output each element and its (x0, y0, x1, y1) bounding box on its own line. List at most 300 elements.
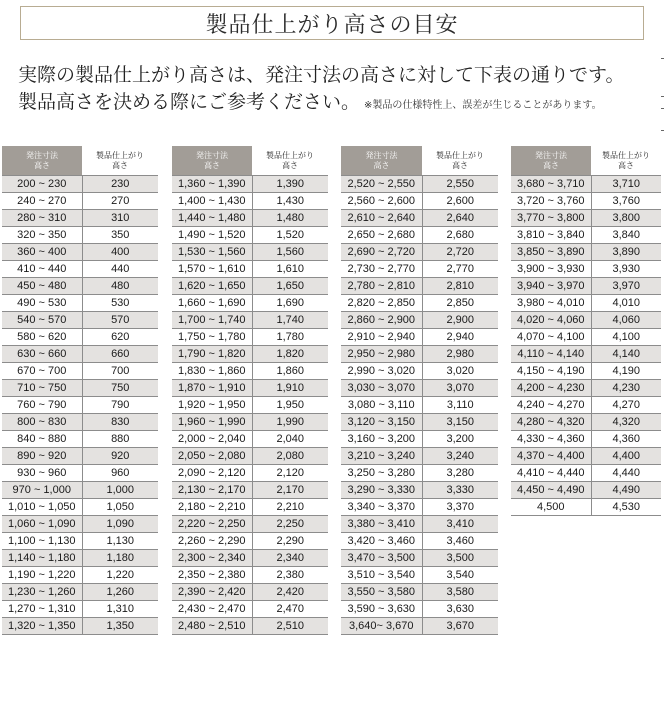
table-row (2, 618, 158, 635)
order-height-range: 4,280 ~ 4,320 (511, 414, 591, 431)
product-height-value: 3,930 (591, 261, 661, 278)
table-row (511, 448, 661, 465)
table-row (341, 176, 498, 193)
edge-mark (661, 108, 664, 109)
header-product-height-label: 製品仕上がり 高さ (96, 150, 144, 170)
table-row (341, 363, 498, 380)
product-height-value: 2,940 (422, 329, 498, 346)
product-height-value: 310 (82, 210, 158, 227)
order-height-range: 3,210 ~ 3,240 (341, 448, 422, 465)
product-height-value: 570 (82, 312, 158, 329)
order-height-range: 200 ~ 230 (2, 176, 82, 193)
order-height-range: 3,290 ~ 3,330 (341, 482, 422, 499)
product-height-value: 1,220 (82, 567, 158, 584)
order-height-range: 3,250 ~ 3,280 (341, 465, 422, 482)
order-height-range: 3,080 ~ 3,110 (341, 397, 422, 414)
order-height-range: 2,950 ~ 2,980 (341, 346, 422, 363)
table-row (511, 193, 661, 210)
product-height-value: 1,650 (252, 278, 328, 295)
table-row (511, 380, 661, 397)
table-row (511, 278, 661, 295)
table-row (2, 414, 158, 431)
order-height-range: 4,450 ~ 4,490 (511, 482, 591, 499)
table-row (2, 601, 158, 618)
order-height-range: 1,010 ~ 1,050 (2, 499, 82, 516)
table-row (341, 499, 498, 516)
table-row (2, 193, 158, 210)
product-height-value: 2,720 (422, 244, 498, 261)
product-height-value: 2,600 (422, 193, 498, 210)
order-height-range: 3,720 ~ 3,760 (511, 193, 591, 210)
product-height-value: 1,560 (252, 244, 328, 261)
table-row (172, 346, 328, 363)
product-height-value: 2,210 (252, 499, 328, 516)
order-height-range: 3,900 ~ 3,930 (511, 261, 591, 278)
table-row (2, 261, 158, 278)
product-height-value: 4,530 (591, 499, 661, 516)
intro-text (18, 62, 666, 119)
table-row (172, 618, 328, 635)
product-height-value: 4,010 (591, 295, 661, 312)
product-height-value: 4,230 (591, 380, 661, 397)
order-height-range: 540 ~ 570 (2, 312, 82, 329)
product-height-value: 1,820 (252, 346, 328, 363)
order-height-range: 1,750 ~ 1,780 (172, 329, 252, 346)
order-height-range: 2,480 ~ 2,510 (172, 618, 252, 635)
table-row (511, 244, 661, 261)
product-height-value: 2,250 (252, 516, 328, 533)
order-height-range: 1,660 ~ 1,690 (172, 295, 252, 312)
table-row (341, 431, 498, 448)
order-height-range: 1,830 ~ 1,860 (172, 363, 252, 380)
order-height-range: 2,220 ~ 2,250 (172, 516, 252, 533)
order-height-range: 3,640~ 3,670 (341, 618, 422, 635)
table-row (341, 261, 498, 278)
order-height-range: 1,870 ~ 1,910 (172, 380, 252, 397)
order-height-range: 1,570 ~ 1,610 (172, 261, 252, 278)
order-height-range: 2,130 ~ 2,170 (172, 482, 252, 499)
order-height-range: 3,030 ~ 3,070 (341, 380, 422, 397)
header-order-height (2, 146, 82, 176)
order-height-range: 2,910 ~ 2,940 (341, 329, 422, 346)
product-height-value: 1,910 (252, 380, 328, 397)
product-height-value: 4,190 (591, 363, 661, 380)
product-height-value: 3,020 (422, 363, 498, 380)
product-height-value: 2,340 (252, 550, 328, 567)
order-height-range: 450 ~ 480 (2, 278, 82, 295)
table-row (341, 550, 498, 567)
product-height-value: 1,950 (252, 397, 328, 414)
product-height-value: 1,130 (82, 533, 158, 550)
product-height-value: 4,490 (591, 482, 661, 499)
table-row (172, 176, 328, 193)
table-row (2, 329, 158, 346)
order-height-range: 2,860 ~ 2,900 (341, 312, 422, 329)
product-height-value: 3,460 (422, 533, 498, 550)
order-height-range: 2,820 ~ 2,850 (341, 295, 422, 312)
table-row (2, 567, 158, 584)
product-height-value: 2,080 (252, 448, 328, 465)
table-row (341, 516, 498, 533)
header-order-height (172, 146, 252, 176)
product-height-value: 3,200 (422, 431, 498, 448)
order-height-range: 1,700 ~ 1,740 (172, 312, 252, 329)
table-row (341, 210, 498, 227)
product-height-value: 2,810 (422, 278, 498, 295)
order-height-range: 930 ~ 960 (2, 465, 82, 482)
product-height-value: 1,050 (82, 499, 158, 516)
table-row (2, 584, 158, 601)
order-height-range: 410 ~ 440 (2, 261, 82, 278)
table-row (341, 193, 498, 210)
product-height-value: 750 (82, 380, 158, 397)
order-height-range: 3,770 ~ 3,800 (511, 210, 591, 227)
table-row (341, 295, 498, 312)
table-row (2, 227, 158, 244)
intro-line-2 (18, 89, 666, 119)
product-height-value: 2,040 (252, 431, 328, 448)
table-row (172, 448, 328, 465)
table-row (172, 482, 328, 499)
product-height-value: 960 (82, 465, 158, 482)
table-row (172, 278, 328, 295)
product-height-value: 4,140 (591, 346, 661, 363)
table-row (341, 533, 498, 550)
product-height-value: 3,760 (591, 193, 661, 210)
table-row (341, 584, 498, 601)
order-height-range: 4,150 ~ 4,190 (511, 363, 591, 380)
table-row (172, 244, 328, 261)
product-height-value: 1,390 (252, 176, 328, 193)
order-height-range: 4,500 (511, 499, 591, 516)
table-row (511, 499, 661, 516)
header-order-height (511, 146, 591, 176)
product-height-value: 1,000 (82, 482, 158, 499)
product-height-value: 3,150 (422, 414, 498, 431)
table-row (511, 431, 661, 448)
table-row (341, 618, 498, 635)
table-row (511, 312, 661, 329)
order-height-range: 670 ~ 700 (2, 363, 82, 380)
header-product-height (422, 146, 498, 176)
product-height-value: 4,360 (591, 431, 661, 448)
table-row (341, 346, 498, 363)
order-height-range: 4,330 ~ 4,360 (511, 431, 591, 448)
product-height-value: 700 (82, 363, 158, 380)
product-height-value: 1,860 (252, 363, 328, 380)
product-height-value: 3,330 (422, 482, 498, 499)
edge-mark (661, 96, 664, 97)
order-height-range: 4,370 ~ 4,400 (511, 448, 591, 465)
product-height-value: 350 (82, 227, 158, 244)
product-height-value: 1,430 (252, 193, 328, 210)
table-row (2, 380, 158, 397)
table-row (172, 567, 328, 584)
table-row (341, 244, 498, 261)
table-row (172, 516, 328, 533)
product-height-value: 3,890 (591, 244, 661, 261)
product-height-value: 1,180 (82, 550, 158, 567)
order-height-range: 4,070 ~ 4,100 (511, 329, 591, 346)
table-row (511, 397, 661, 414)
product-height-value: 1,780 (252, 329, 328, 346)
table-row (2, 176, 158, 193)
table-row (2, 346, 158, 363)
order-height-range: 3,380 ~ 3,410 (341, 516, 422, 533)
table-row (341, 482, 498, 499)
order-height-range: 2,350 ~ 2,380 (172, 567, 252, 584)
product-height-value: 2,170 (252, 482, 328, 499)
order-height-range: 3,420 ~ 3,460 (341, 533, 422, 550)
product-height-value: 880 (82, 431, 158, 448)
product-height-value: 1,350 (82, 618, 158, 635)
order-height-range: 1,100 ~ 1,130 (2, 533, 82, 550)
product-height-value: 3,240 (422, 448, 498, 465)
order-height-range: 2,520 ~ 2,550 (341, 176, 422, 193)
order-height-range: 2,990 ~ 3,020 (341, 363, 422, 380)
product-height-value: 4,320 (591, 414, 661, 431)
table-row (2, 448, 158, 465)
intro-line-1: 実際の製品仕上がり高さは、発注寸法の高さに対して下表の通りです。 (18, 64, 625, 86)
order-height-range: 2,780 ~ 2,810 (341, 278, 422, 295)
product-height-value: 3,670 (422, 618, 498, 635)
product-height-value: 2,380 (252, 567, 328, 584)
order-height-range: 840 ~ 880 (2, 431, 82, 448)
product-height-value: 400 (82, 244, 158, 261)
table-row (341, 601, 498, 618)
order-height-range: 1,060 ~ 1,090 (2, 516, 82, 533)
order-height-range: 2,650 ~ 2,680 (341, 227, 422, 244)
order-height-range: 3,470 ~ 3,500 (341, 550, 422, 567)
table-row (511, 363, 661, 380)
order-height-range: 1,230 ~ 1,260 (2, 584, 82, 601)
product-height-value: 2,980 (422, 346, 498, 363)
table-row (2, 278, 158, 295)
order-height-range: 3,680 ~ 3,710 (511, 176, 591, 193)
header-product-height (591, 146, 661, 176)
order-height-range: 800 ~ 830 (2, 414, 82, 431)
table-row (2, 465, 158, 482)
product-height-value: 3,840 (591, 227, 661, 244)
order-height-range: 320 ~ 350 (2, 227, 82, 244)
order-height-range: 2,260 ~ 2,290 (172, 533, 252, 550)
table-row (172, 414, 328, 431)
product-height-value: 3,540 (422, 567, 498, 584)
table-row (2, 516, 158, 533)
header-order-height-label: 発注寸法 高さ (196, 150, 228, 170)
product-height-value: 1,690 (252, 295, 328, 312)
product-height-value: 2,900 (422, 312, 498, 329)
header-order-height (341, 146, 422, 176)
order-height-range: 4,410 ~ 4,440 (511, 465, 591, 482)
order-height-range: 2,610 ~ 2,640 (341, 210, 422, 227)
table-row (2, 431, 158, 448)
height-table-3 (341, 146, 498, 635)
order-height-range: 3,940 ~ 3,970 (511, 278, 591, 295)
table-row (172, 312, 328, 329)
order-height-range: 1,960 ~ 1,990 (172, 414, 252, 431)
order-height-range: 3,850 ~ 3,890 (511, 244, 591, 261)
order-height-range: 1,140 ~ 1,180 (2, 550, 82, 567)
table-row (172, 261, 328, 278)
header-order-height-label: 発注寸法 高さ (26, 150, 58, 170)
table-row (511, 210, 661, 227)
table-row (172, 227, 328, 244)
product-height-value: 830 (82, 414, 158, 431)
product-height-value: 3,970 (591, 278, 661, 295)
order-height-range: 1,530 ~ 1,560 (172, 244, 252, 261)
order-height-range: 1,400 ~ 1,430 (172, 193, 252, 210)
order-height-range: 240 ~ 270 (2, 193, 82, 210)
header-product-height (82, 146, 158, 176)
product-height-value: 3,410 (422, 516, 498, 533)
order-height-range: 1,270 ~ 1,310 (2, 601, 82, 618)
order-height-range: 2,090 ~ 2,120 (172, 465, 252, 482)
order-height-range: 280 ~ 310 (2, 210, 82, 227)
order-height-range: 1,620 ~ 1,650 (172, 278, 252, 295)
order-height-range: 3,510 ~ 3,540 (341, 567, 422, 584)
order-height-range: 4,110 ~ 4,140 (511, 346, 591, 363)
table-row (2, 210, 158, 227)
table-row (511, 346, 661, 363)
table-row (172, 584, 328, 601)
product-height-value: 4,400 (591, 448, 661, 465)
table-row (2, 482, 158, 499)
product-height-value: 440 (82, 261, 158, 278)
intro-line-2-text: 製品高さを決める際にご参考ください。 (18, 91, 361, 113)
table-row (172, 363, 328, 380)
page-title: 製品仕上がり高さの目安 (20, 6, 644, 40)
order-height-range: 2,730 ~ 2,770 (341, 261, 422, 278)
product-height-value: 4,270 (591, 397, 661, 414)
order-height-range: 630 ~ 660 (2, 346, 82, 363)
table-row (172, 465, 328, 482)
product-height-value: 230 (82, 176, 158, 193)
product-height-value: 1,520 (252, 227, 328, 244)
order-height-range: 2,180 ~ 2,210 (172, 499, 252, 516)
table-row (172, 499, 328, 516)
product-height-value: 2,850 (422, 295, 498, 312)
product-height-value: 3,500 (422, 550, 498, 567)
order-height-range: 970 ~ 1,000 (2, 482, 82, 499)
table-row (172, 329, 328, 346)
product-height-value: 1,610 (252, 261, 328, 278)
product-height-value: 3,630 (422, 601, 498, 618)
product-height-value: 2,770 (422, 261, 498, 278)
product-height-value: 790 (82, 397, 158, 414)
table-row (172, 380, 328, 397)
table-row (341, 380, 498, 397)
header-order-height-label: 発注寸法 高さ (365, 150, 398, 170)
table-row (341, 567, 498, 584)
product-height-value: 3,710 (591, 176, 661, 193)
order-height-range: 3,160 ~ 3,200 (341, 431, 422, 448)
table-row (341, 312, 498, 329)
table-row (511, 414, 661, 431)
table-row (2, 397, 158, 414)
product-height-value: 2,120 (252, 465, 328, 482)
order-height-range: 1,190 ~ 1,220 (2, 567, 82, 584)
height-table-2 (172, 146, 328, 635)
order-height-range: 360 ~ 400 (2, 244, 82, 261)
product-height-value: 1,090 (82, 516, 158, 533)
product-height-value: 2,420 (252, 584, 328, 601)
table-row (511, 227, 661, 244)
table-row (2, 363, 158, 380)
product-height-value: 2,470 (252, 601, 328, 618)
product-height-value: 1,480 (252, 210, 328, 227)
product-height-value: 4,440 (591, 465, 661, 482)
product-height-value: 530 (82, 295, 158, 312)
order-height-range: 3,550 ~ 3,580 (341, 584, 422, 601)
product-height-value: 4,060 (591, 312, 661, 329)
header-product-height (252, 146, 328, 176)
order-height-range: 490 ~ 530 (2, 295, 82, 312)
table-row (172, 193, 328, 210)
table-row (511, 482, 661, 499)
product-height-value: 1,740 (252, 312, 328, 329)
product-height-value: 2,680 (422, 227, 498, 244)
height-table-1 (2, 146, 158, 635)
order-height-range: 1,790 ~ 1,820 (172, 346, 252, 363)
table-row (511, 329, 661, 346)
order-height-range: 2,300 ~ 2,340 (172, 550, 252, 567)
height-table-4 (511, 146, 661, 516)
table-row (341, 414, 498, 431)
order-height-range: 2,690 ~ 2,720 (341, 244, 422, 261)
product-height-value: 920 (82, 448, 158, 465)
header-order-height-label: 発注寸法 高さ (535, 150, 567, 170)
table-row (172, 550, 328, 567)
header-product-height-label: 製品仕上がり 高さ (266, 150, 314, 170)
product-height-value: 2,550 (422, 176, 498, 193)
table-row (341, 227, 498, 244)
table-row (2, 499, 158, 516)
product-height-value: 2,510 (252, 618, 328, 635)
product-height-value: 3,370 (422, 499, 498, 516)
product-height-value: 3,580 (422, 584, 498, 601)
product-height-value: 660 (82, 346, 158, 363)
product-height-value: 480 (82, 278, 158, 295)
product-height-value: 3,070 (422, 380, 498, 397)
table-row (511, 465, 661, 482)
table-row (172, 533, 328, 550)
order-height-range: 1,440 ~ 1,480 (172, 210, 252, 227)
product-height-value: 1,990 (252, 414, 328, 431)
order-height-range: 580 ~ 620 (2, 329, 82, 346)
table-row (341, 329, 498, 346)
table-row (511, 295, 661, 312)
table-row (172, 295, 328, 312)
order-height-range: 2,050 ~ 2,080 (172, 448, 252, 465)
edge-mark (661, 58, 664, 59)
order-height-range: 2,390 ~ 2,420 (172, 584, 252, 601)
product-height-value: 2,640 (422, 210, 498, 227)
product-height-value: 2,290 (252, 533, 328, 550)
order-height-range: 1,490 ~ 1,520 (172, 227, 252, 244)
header-product-height-label: 製品仕上がり 高さ (602, 150, 650, 170)
header-product-height-label: 製品仕上がり 高さ (436, 150, 484, 170)
table-row (172, 431, 328, 448)
order-height-range: 760 ~ 790 (2, 397, 82, 414)
table-row (172, 210, 328, 227)
order-height-range: 4,200 ~ 4,230 (511, 380, 591, 397)
order-height-range: 4,020 ~ 4,060 (511, 312, 591, 329)
order-height-range: 2,000 ~ 2,040 (172, 431, 252, 448)
product-height-value: 1,260 (82, 584, 158, 601)
table-row (172, 397, 328, 414)
product-height-value: 4,100 (591, 329, 661, 346)
